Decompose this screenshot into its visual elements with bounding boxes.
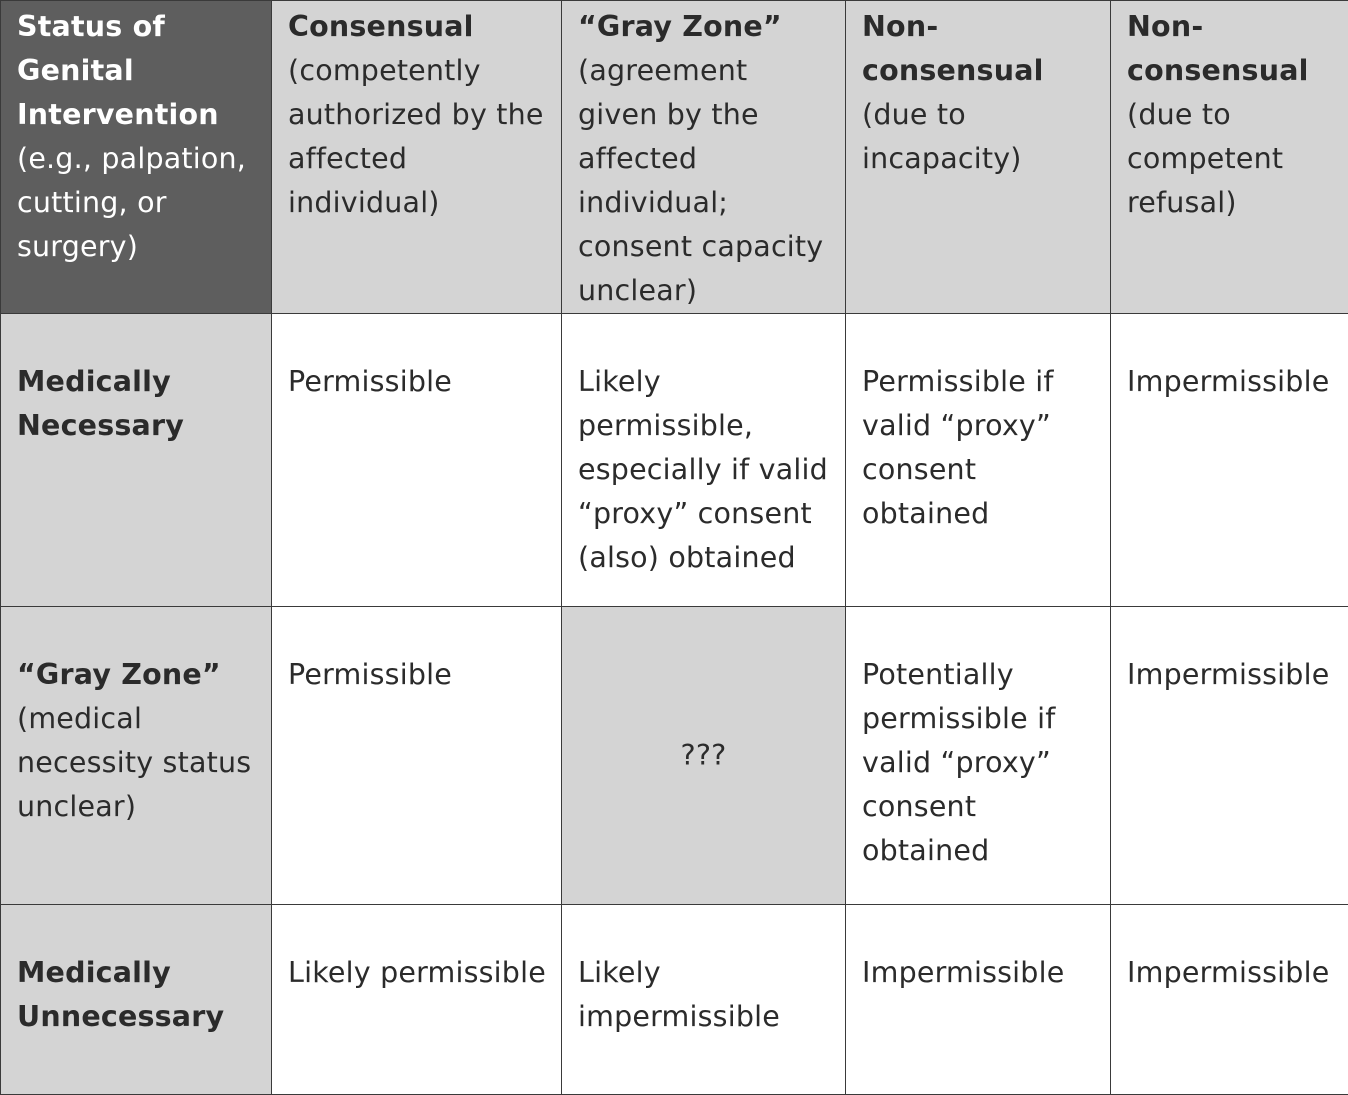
- column-header-nonconsensual-incapacity: [846, 1, 1111, 314]
- row-header-note: (medical necessity status unclear): [17, 697, 257, 829]
- row-header-medically-unnecessary: [1, 905, 272, 1095]
- table-cell: Permissible: [272, 314, 562, 607]
- table-row: [1, 314, 1348, 607]
- column-header-consensual: [272, 1, 562, 314]
- column-header-note: (due to competent refusal): [1127, 93, 1334, 225]
- table-cell: Likely permissible: [272, 905, 562, 1095]
- table-row: [1, 607, 1348, 905]
- column-header-title: “Gray Zone”: [578, 5, 831, 49]
- table-cell: Potentially permissible if valid “proxy” consent obtained: [846, 607, 1111, 905]
- table-cell: Permissible if valid “proxy” consent obtained: [846, 314, 1111, 607]
- corner-header-title: Status of Genital Intervention: [17, 5, 257, 137]
- column-header-note: (competently authorized by the affected individual): [288, 49, 547, 225]
- table-cell: Likely impermissible: [562, 905, 846, 1095]
- row-header-gray-zone: [1, 607, 272, 905]
- table-cell: Impermissible: [846, 905, 1111, 1095]
- row-header-medically-necessary: [1, 314, 272, 607]
- column-header-title: Non-consensual: [862, 5, 1096, 93]
- table-cell: Impermissible: [1111, 607, 1348, 905]
- column-header-note: (agreement given by the affected individual; consent capacity unclear): [578, 49, 831, 313]
- column-header-nonconsensual-refusal: [1111, 1, 1348, 314]
- corner-header-note: (e.g., palpation, cutting, or surgery): [17, 137, 257, 269]
- column-header-note: (due to incapacity): [862, 93, 1096, 181]
- row-header-title: Medically Necessary: [17, 360, 257, 448]
- row-header-title: “Gray Zone”: [17, 653, 257, 697]
- corner-header-cell: [1, 1, 272, 314]
- row-header-title: Medically Unnecessary: [17, 951, 257, 1039]
- header-row: [1, 1, 1348, 314]
- table-cell-unknown: ???: [562, 607, 846, 905]
- column-header-gray-zone: [562, 1, 846, 314]
- column-header-title: Consensual: [288, 5, 547, 49]
- table-row: [1, 905, 1348, 1095]
- column-header-title: Non-consensual: [1127, 5, 1334, 93]
- table-cell: Impermissible: [1111, 314, 1348, 607]
- table-cell: Likely permissible, especially if valid “proxy” consent (also) obtained: [562, 314, 846, 607]
- table-cell: Permissible: [272, 607, 562, 905]
- table-cell: Impermissible: [1111, 905, 1348, 1095]
